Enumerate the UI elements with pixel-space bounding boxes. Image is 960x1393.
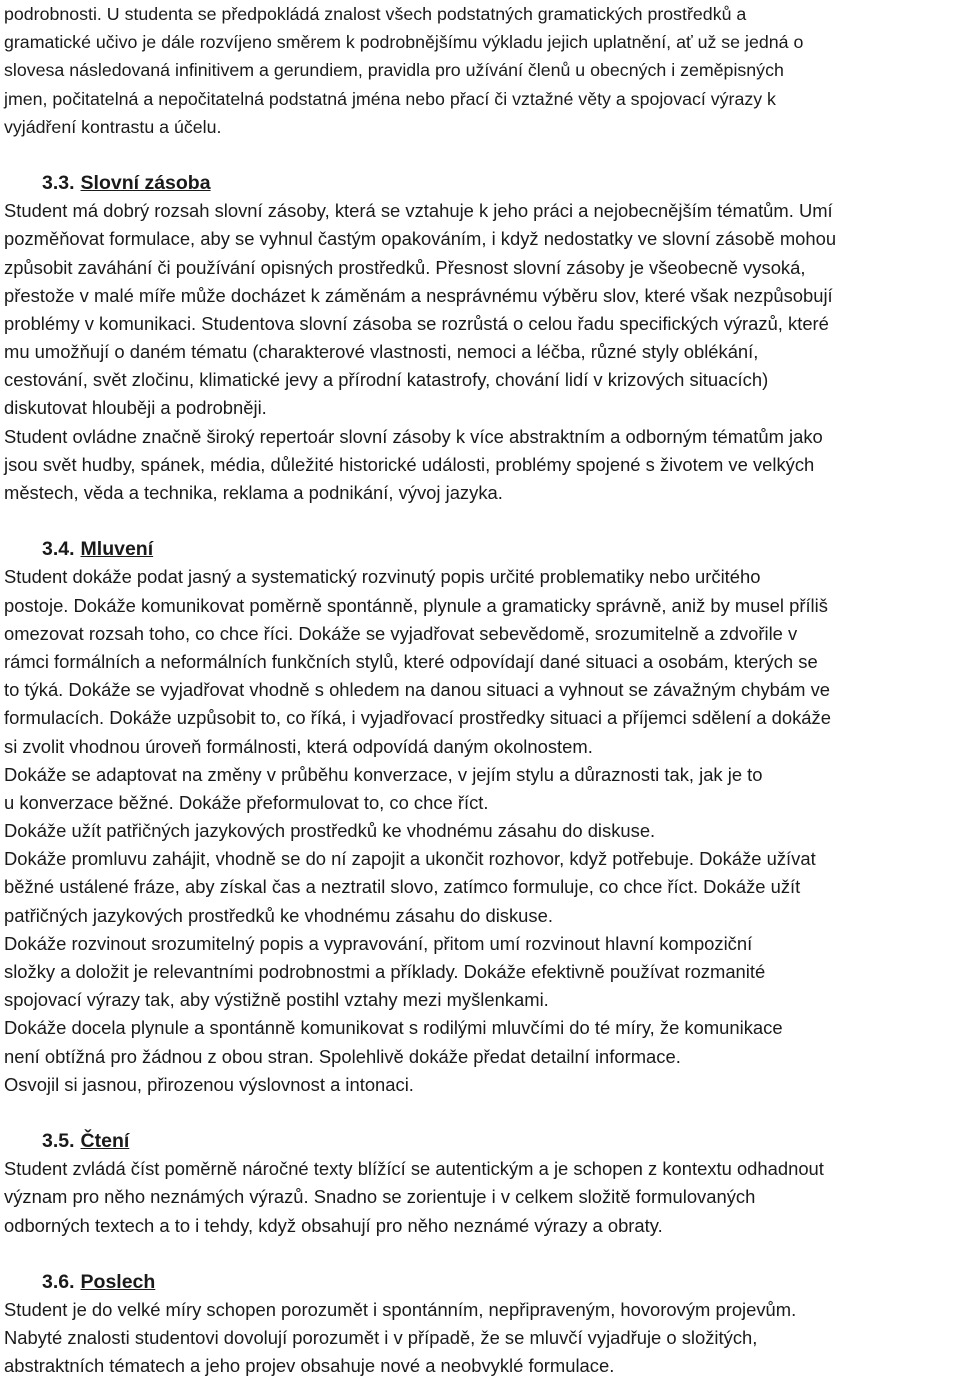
section (4, 1127, 956, 1240)
text-line: pozměňovat formulace, aby se vyhnul častým opakováním, i když nedostatky ve slovní zásobě mohou (4, 228, 837, 250)
text-line: Dokáže se adaptovat na změny v průběhu konverzace, v jejím stylu a důraznosti tak, jak je to (4, 763, 763, 785)
text-line: Student je do velké míry schopen porozumět i spontánním, nepřipraveným, hovorovým projevům. (4, 1298, 797, 1320)
text-line: jsou svět hudby, spánek, média, důležité historické události, problémy spojené s životem ve velkých (4, 453, 815, 475)
text-line: není obtížná pro žádnou z obou stran. Spolehlivě dokáže předat detailní informace. (4, 1045, 681, 1067)
text-line: spojovací výrazy tak, aby výstižně postihl vztahy mezi myšlenkami. (4, 989, 549, 1011)
text-line: patřičných jazykových prostředků ke vhodnému zásahu do diskuse. (4, 904, 553, 926)
text-line: složky a doložit je relevantními podrobnostmi a příklady. Dokáže efektivně používat rozmanité (4, 961, 766, 982)
section-title: Slovní zásoba (80, 171, 211, 194)
section-gap (4, 141, 956, 169)
section-title: Poslech (80, 1270, 156, 1293)
text-line: Student dokáže podat jasný a systematický rozvinutý popis určité problematiky nebo určitého (4, 566, 761, 588)
section-number: 3.6. (42, 1270, 75, 1293)
text-line: podrobnosti. U studenta se předpokládá znalost všech podstatných gramatických prostředků a (4, 4, 747, 24)
text-line: abstraktních tématech a jeho projev obsahuje nové a neobvyklé formulace. (4, 1355, 615, 1377)
section-number: 3.3. (42, 171, 75, 194)
text-line: slovesa následovaná infinitivem a gerundiem, pravidla pro užívání členů u obecných i zeměpisných (4, 60, 784, 81)
text-line: diskutovat hlouběji a podrobněji. (4, 397, 267, 419)
section-number: 3.5. (42, 1129, 75, 1152)
section-heading (4, 169, 956, 197)
text-line: Student ovládne značně široký repertoár slovní zásoby k více abstraktním a odborným tématům jako (4, 425, 823, 447)
text-line: Osvojil si jasnou, přirozenou výslovnost a intonaci. (4, 1073, 414, 1095)
text-line: Dokáže užít patřičných jazykových prostředků ke vhodnému zásahu do diskuse. (4, 820, 656, 842)
text-line: městech, věda a technika, reklama a podnikání, vývoj jazyka. (4, 482, 503, 503)
text-line: Dokáže rozvinout srozumitelný popis a vypravování, přitom umí rozvinout hlavní kompoziční (4, 932, 753, 954)
section-number: 3.4. (42, 538, 75, 561)
text-line: Student má dobrý rozsah slovní zásoby, která se vztahuje k jeho práci a nejobecnějším tématům. Umí (4, 200, 833, 222)
section-title: Mluvení (80, 538, 154, 561)
section-body (4, 1296, 956, 1381)
text-line: formulacích. Dokáže uzpůsobit to, co říká, i vyjadřovací prostředky situaci a příjemci sdělení a dokáže (4, 707, 831, 729)
section (4, 169, 956, 507)
document-page (4, 0, 956, 1380)
text-line: u konverzace běžné. Dokáže přeformulovat to, co chce říct. (4, 791, 489, 813)
text-line: význam pro něho neznámých výrazů. Snadno se zorientuje i v celkem složitě formulovaných (4, 1186, 756, 1208)
text-line: to týká. Dokáže se vyjadřovat vhodně s ohledem na danou situaci a vyhnout se závažným chybám ve (4, 679, 830, 701)
text-line: Student zvládá číst poměrně náročné texty blížící se autentickým a je schopen z kontextu odhadnout (4, 1158, 824, 1180)
text-line: jmen, počitatelná a nepočitatelná podstatná jména nebo přací či vztažné věty a spojovací výrazy k (4, 88, 776, 109)
sections-container (4, 141, 956, 1381)
section-gap (4, 1240, 956, 1268)
section-heading (4, 1127, 956, 1155)
section-title: Čtení (80, 1129, 130, 1152)
section-gap (4, 507, 956, 535)
intro-paragraph (4, 0, 956, 141)
text-line: rámci formálních a neformálních funkčních stylů, které odpovídají dané situaci a osobám, kterých se (4, 650, 818, 672)
text-line: způsobit zaváhání či používání opisných prostředků. Přesnost slovní zásoby je všeobecně vysoká, (4, 256, 806, 278)
text-line: si zvolit vhodnou úroveň formálnosti, která odpovídá daným okolnostem. (4, 735, 593, 757)
section-body (4, 563, 956, 1099)
text-line: Dokáže docela plynule a spontánně komunikovat s rodilými mluvčími do té míry, že komunikace (4, 1017, 783, 1039)
text-line: odborných textech a to i tehdy, když obsahují pro něho neznámé výrazy a obraty. (4, 1214, 663, 1236)
text-line: mu umožňují o daném tématu (charakterové vlastnosti, nemoci a léčba, různé styly oblékání, (4, 341, 759, 363)
section-body (4, 197, 956, 507)
section-heading (4, 535, 956, 563)
text-line: cestování, svět zločinu, klimatické jevy a přírodní katastrofy, chování lidí v krizových situacích) (4, 369, 769, 391)
section-gap (4, 1099, 956, 1127)
section-body (4, 1155, 956, 1240)
text-line: problémy v komunikaci. Studentova slovní zásoba se rozrůstá o celou řadu specifických výrazů, které (4, 312, 829, 334)
text-line: vyjádření kontrastu a účelu. (4, 116, 222, 137)
text-line: přestože v malé míře může docházet k záměnám a nesprávnému výběru slov, které však nezpůsobují (4, 284, 833, 306)
text-line: Nabyté znalosti studentovi dovolují porozumět i v případě, že se mluvčí vyjadřuje o složitých, (4, 1327, 758, 1349)
text-line: gramatické učivo je dále rozvíjeno směrem k podrobnějšímu výkladu jejich uplatnění, ať už se jedná o (4, 32, 804, 53)
section (4, 1268, 956, 1381)
text-line: omezovat rozsah toho, co chce říci. Dokáže se vyjadřovat sebevědomě, srozumitelně a zdvořile v (4, 622, 798, 644)
text-line: běžné ustálené fráze, aby získal čas a neztratil slovo, zatímco formuluje, co chce říct. Dokáže užít (4, 876, 801, 898)
section-heading (4, 1268, 956, 1296)
text-line: Dokáže promluvu zahájit, vhodně se do ní zapojit a ukončit rozhovor, když potřebuje. Dokáže užívat (4, 848, 816, 870)
text-line: postoje. Dokáže komunikovat poměrně spontánně, plynule a gramaticky správně, aniž by musel příliš (4, 594, 828, 616)
section (4, 535, 956, 1099)
